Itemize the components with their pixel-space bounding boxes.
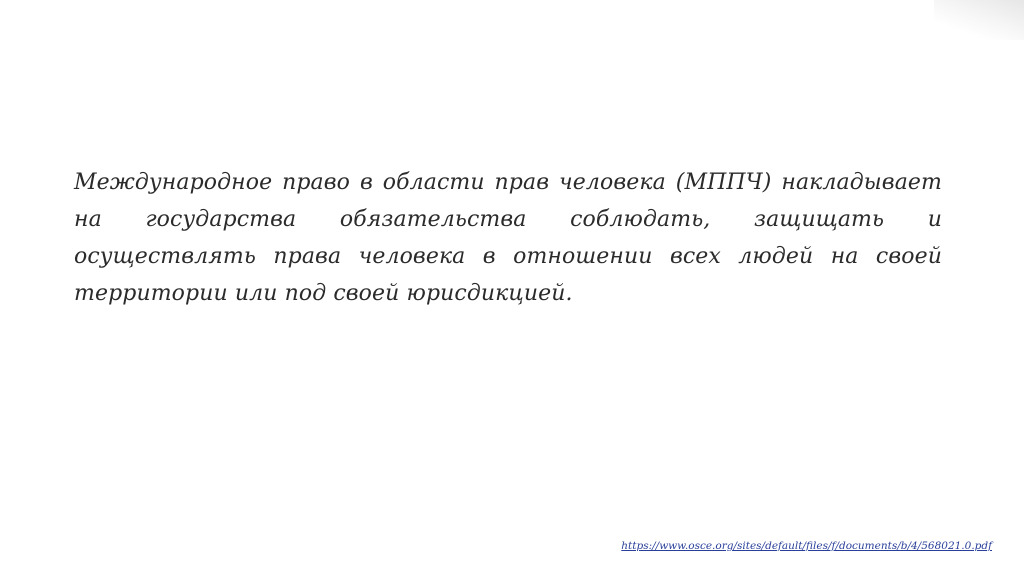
source-link[interactable]: https://www.osce.org/sites/default/files/f/documents/b/4/568021.0.pdf xyxy=(621,540,992,552)
body-text: Международное право в области прав человека (МППЧ) накладывает на государства обязательства соблюдать, защищать и осуществлять права человека в отношении всех людей на своей территории или под своей юрисдикцией. xyxy=(74,170,942,306)
corner-decoration xyxy=(934,0,1024,40)
